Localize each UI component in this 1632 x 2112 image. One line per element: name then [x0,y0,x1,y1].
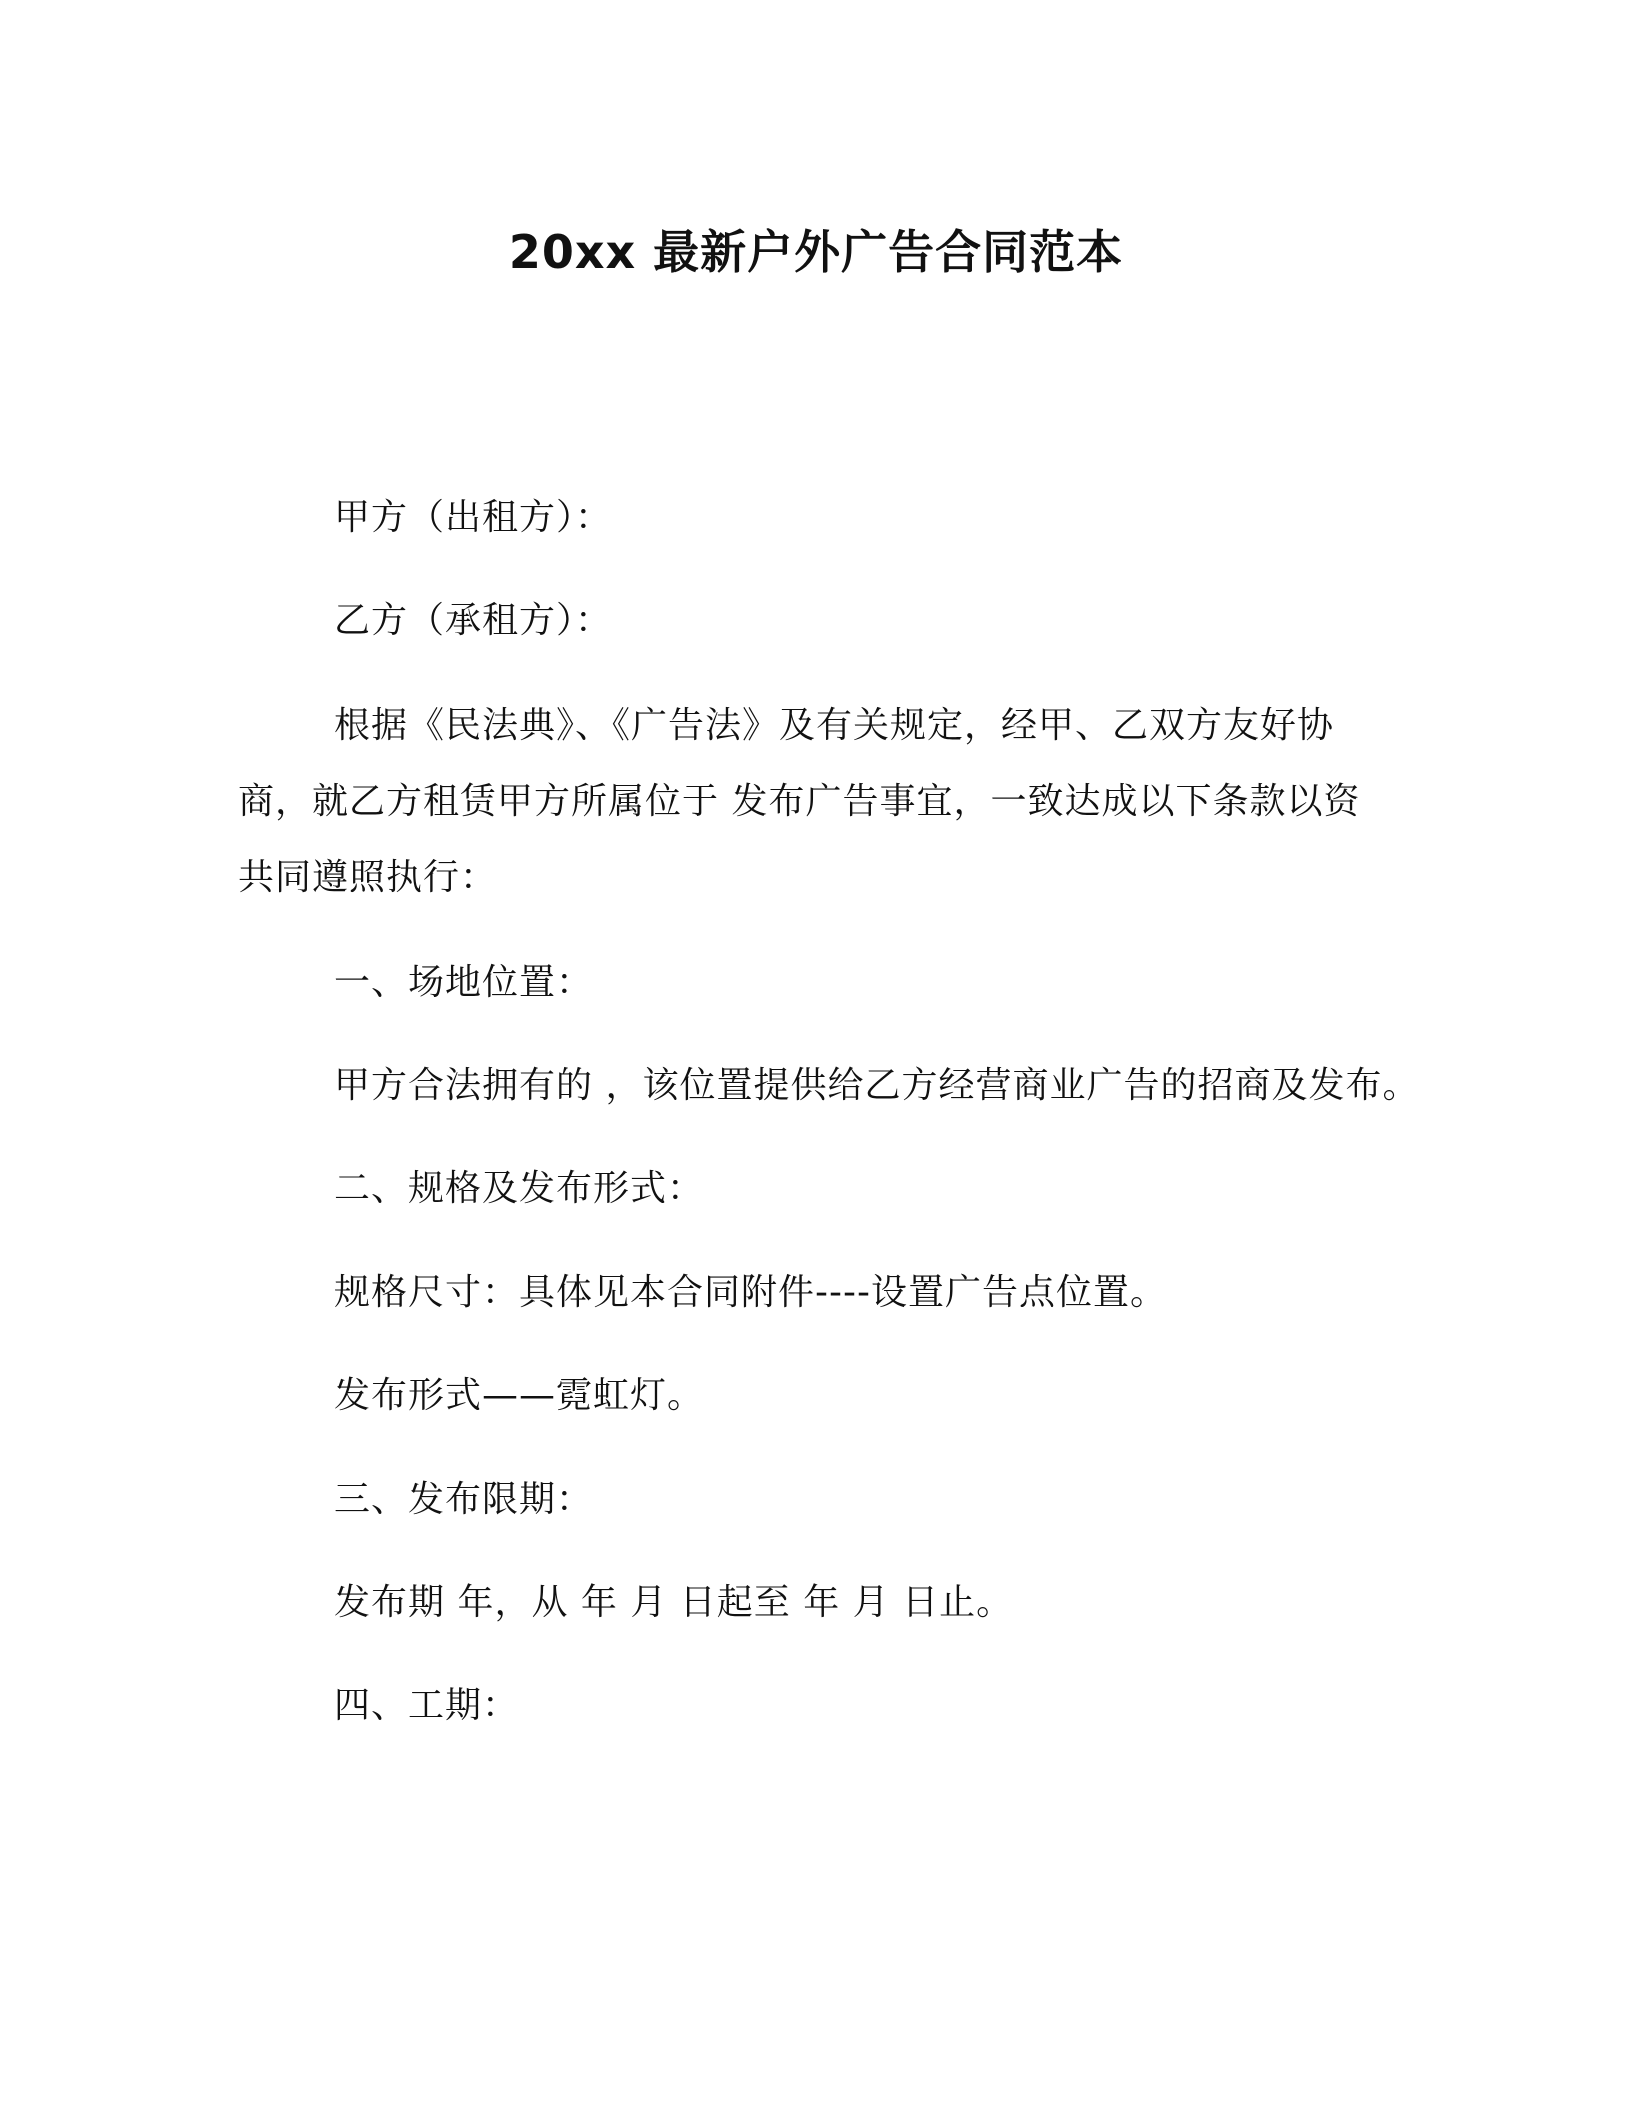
document-title: 20xx 最新户外广告合同范本 [508,225,1124,279]
section-2-heading: 二、规格及发布形式： [334,1168,705,1209]
intro-paragraph-line-1: 根据《民法典》、《广告法》及有关规定，经甲、乙双方友好协 [334,705,1335,746]
intro-paragraph-line-3: 共同遵照执行： [238,857,498,898]
section-1-heading: 一、场地位置： [334,962,594,1003]
section-3-heading: 三、发布限期： [334,1479,594,1520]
section-2-form: 发布形式——霓虹灯。 [334,1375,705,1416]
party-b-line: 乙方（承租方）： [334,600,613,641]
intro-paragraph-line-2: 商，就乙方租赁甲方所属位于 发布广告事宜，一致达成以下条款以资 [238,781,1361,822]
section-4-heading: 四、工期： [334,1685,520,1726]
section-2-spec: 规格尺寸：具体见本合同附件----设置广告点位置。 [334,1272,1167,1313]
party-a-line: 甲方（出租方）： [334,497,613,538]
section-3-text: 发布期 年，从 年 月 日起至 年 月 日止。 [334,1582,1014,1623]
section-1-text: 甲方合法拥有的 ，该位置提供给乙方经营商业广告的招商及发布。 [334,1065,1420,1106]
